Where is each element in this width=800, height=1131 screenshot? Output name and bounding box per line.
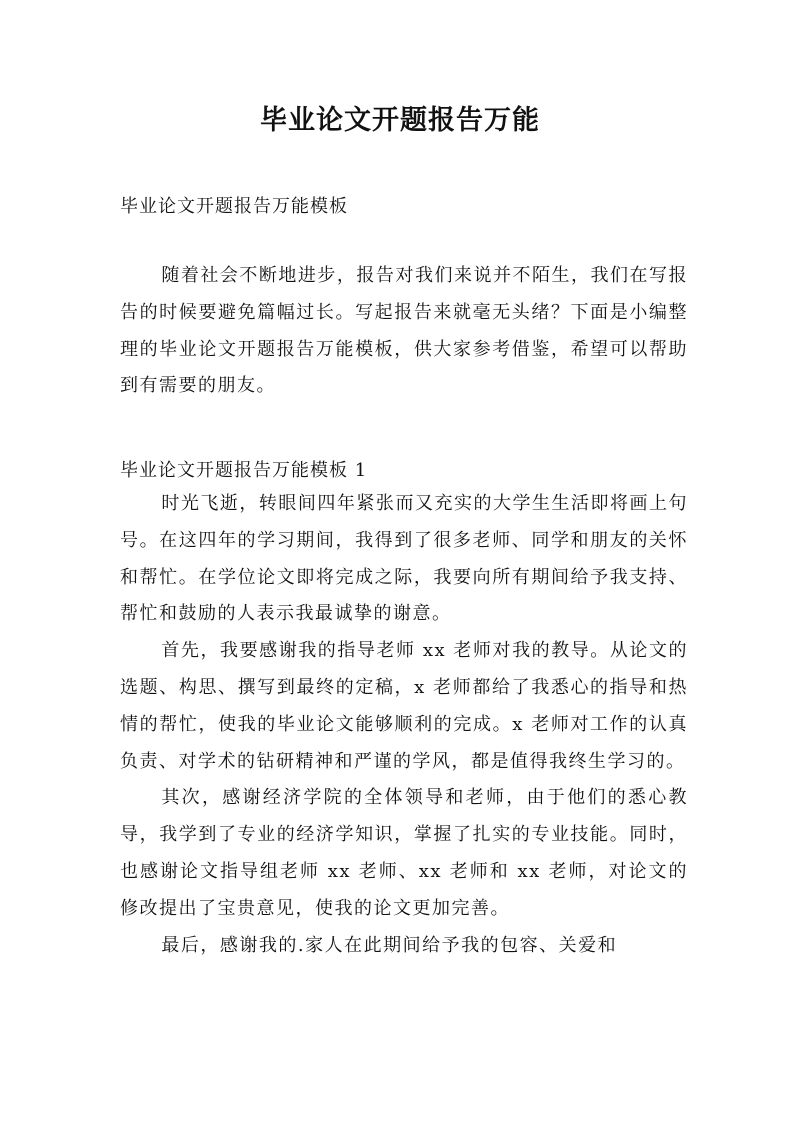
intro-block [120,258,688,405]
document-title: 毕业论文开题报告万能 [260,105,540,136]
intro-paragraph: 随着社会不断地进步，报告对我们来说并不陌生，我们在写报告的时候要避免篇幅过长。写起报告来就毫无头绪？下面是小编整理的毕业论文开题报告万能模板，供大家参考借鉴，希望可以帮助到有需要的朋友。 [120,265,688,397]
body-paragraph: 其次，感谢经济学院的全体领导和老师，由于他们的悉心教导，我学到了专业的经济学知识，掌握了扎实的专业技能。同时，也感谢论文指导组老师 xx 老师、xx 老师和 xx 老师，对论文的修改提出了宝贵意见，使我的论文更加完善。 [120,787,688,919]
body-paragraph: 首先，我要感谢我的指导老师 xx 老师对我的教导。从论文的选题、构思、撰写到最终的定稿，x 老师都给了我悉心的指导和热情的帮忙，使我的毕业论文能够顺利的完成。x 老师对工作的认真负责、对学术的钻研精神和严谨的学风，都是值得我终生学习的。 [120,640,688,772]
section-heading: 毕业论文开题报告万能模板 1 [120,460,368,481]
body-paragraph: 最后，感谢我的.家人在此期间给予我的包容、关爱和 [161,934,618,956]
document-subtitle: 毕业论文开题报告万能模板 [120,196,348,217]
body-text [120,486,688,964]
body-paragraph: 时光飞逝，转眼间四年紧张而又充实的大学生生活即将画上句号。在这四年的学习期间，我得到了很多老师、同学和朋友的关怀和帮忙。在学位论文即将完成之际，我要向所有期间给予我支持、帮忙和鼓励的人表示我最诚挚的谢意。 [120,493,688,625]
